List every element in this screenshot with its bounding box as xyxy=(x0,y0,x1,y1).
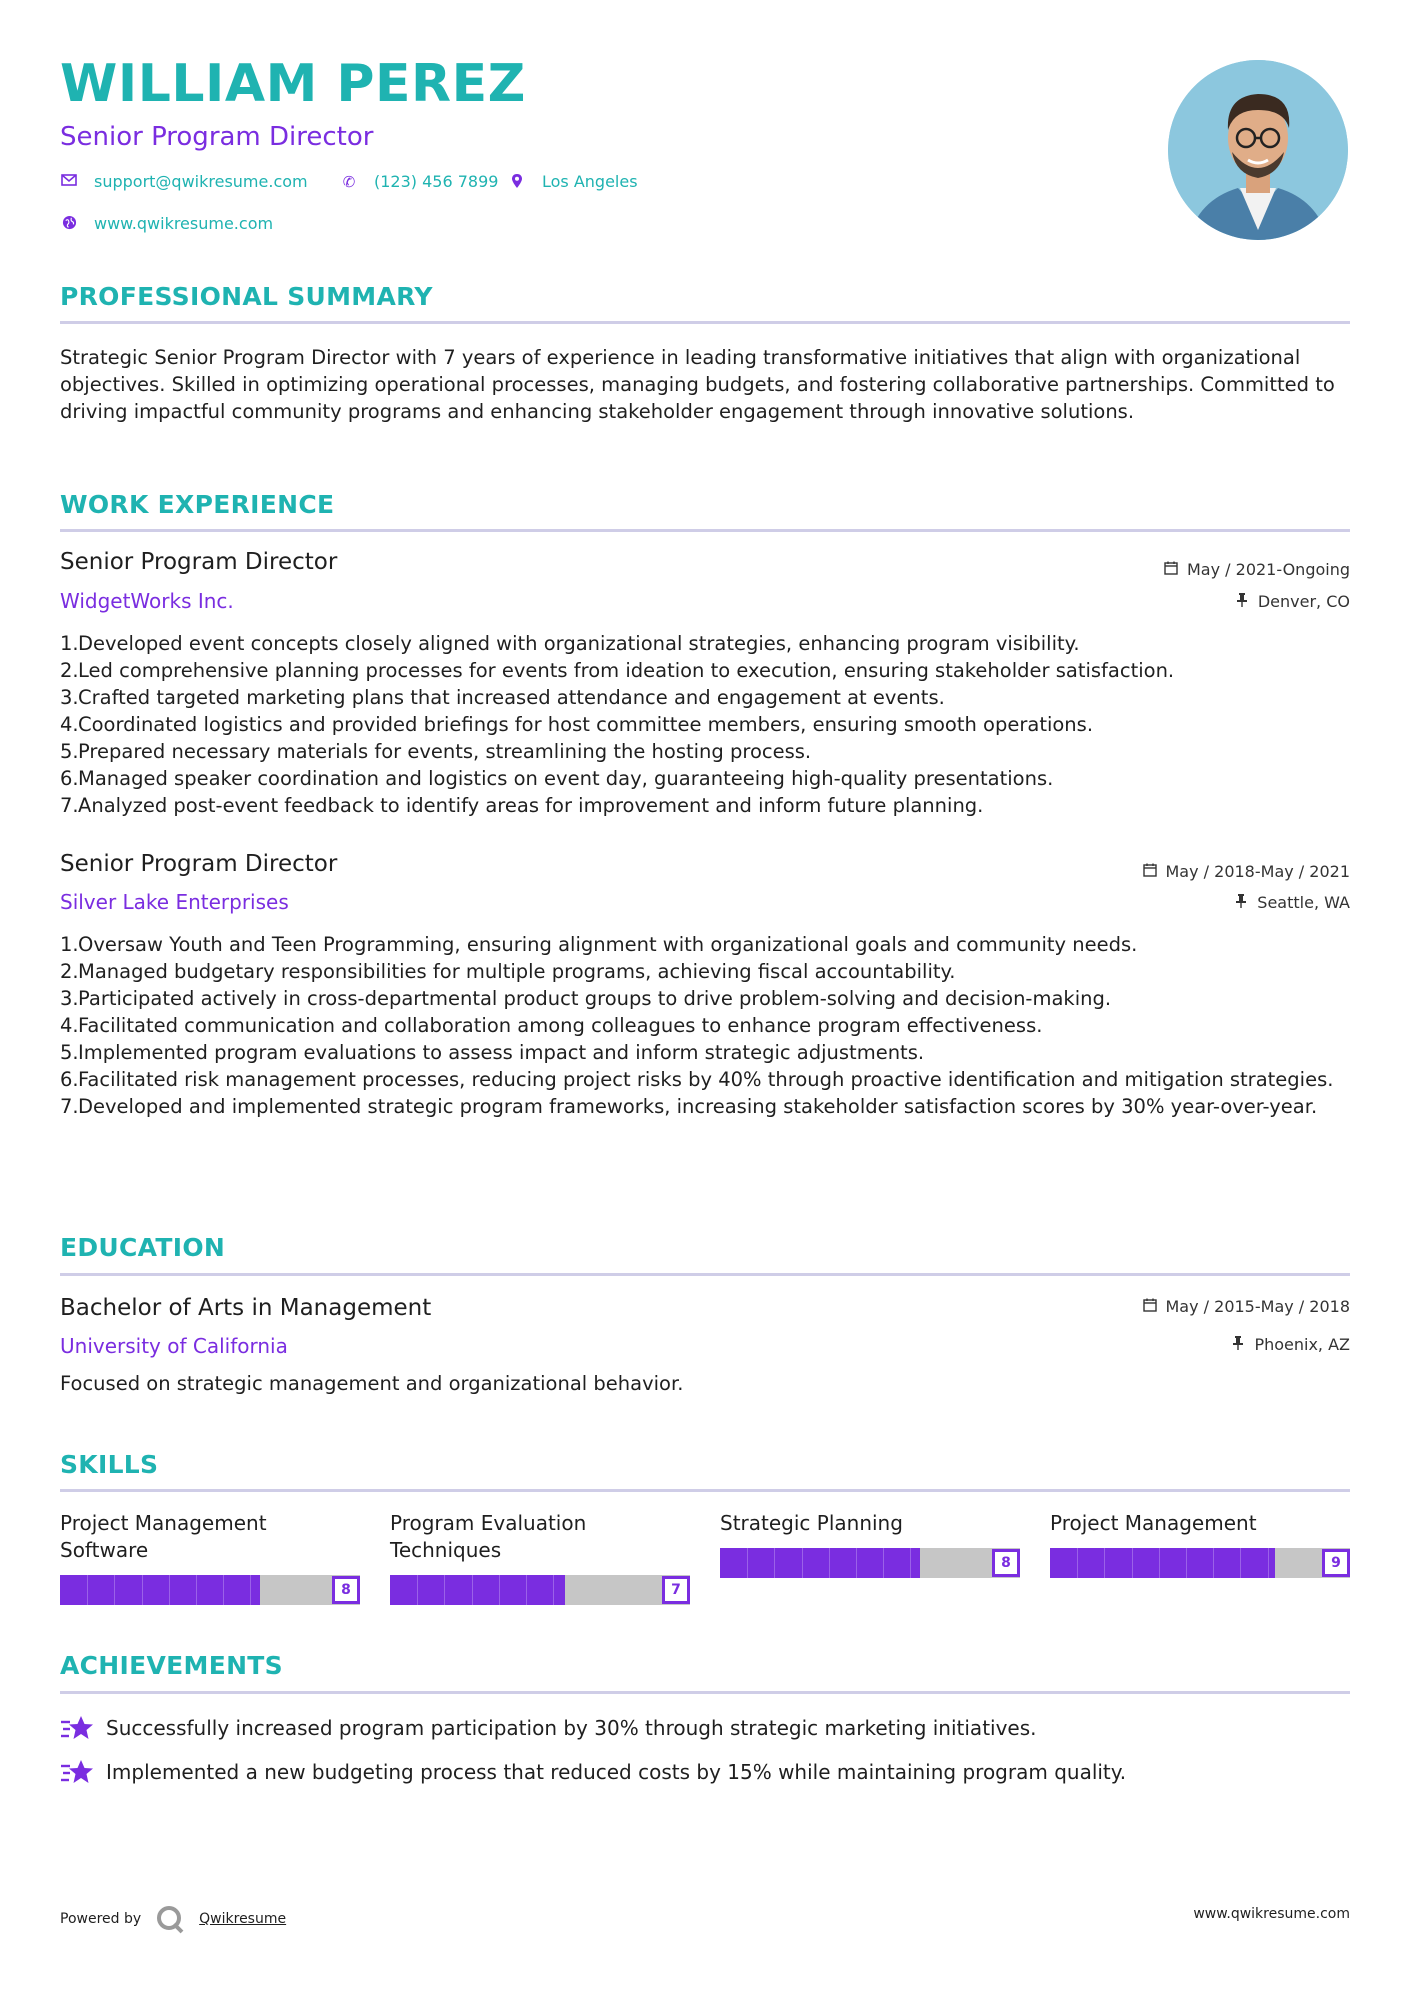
skill-score: 7 xyxy=(662,1576,690,1604)
skill-bar-segment xyxy=(114,1575,115,1605)
experience-divider xyxy=(60,529,1350,532)
skill-item xyxy=(390,1510,690,1598)
calendar-icon xyxy=(1142,1298,1158,1316)
school-name: University of California xyxy=(60,1334,288,1358)
skill-score: 8 xyxy=(332,1576,360,1604)
education-heading: EDUCATION xyxy=(60,1233,226,1262)
skill-bar-segment xyxy=(774,1548,775,1578)
achievement-text: Successfully increased program participation by 30% through strategic marketing initiatives. xyxy=(106,1716,1037,1740)
list-item: 4. Facilitated communication and collaboration among colleagues to enhance program effectiveness. xyxy=(60,1014,1043,1037)
contact-location xyxy=(508,172,638,191)
brand-link[interactable]: Qwikresume xyxy=(199,1911,287,1927)
skill-bar-segment xyxy=(910,1548,911,1578)
job-date-text: May / 2018-May / 2021 xyxy=(1165,862,1350,881)
globe-icon xyxy=(60,215,78,233)
summary-text: Strategic Senior Program Director with 7 years of experience in leading transformative initiatives that align with organizational objectives. Skilled in optimizing operational processes, managing budgets, and fostering collaborative partnerships. Committed to driving impactful community programs and enhancing stakeholder engagement through innovative solutions. xyxy=(60,346,1335,423)
pushpin-icon xyxy=(1233,894,1249,912)
skill-bar xyxy=(1050,1548,1350,1578)
candidate-role: Senior Program Director xyxy=(60,122,374,152)
skill-bar xyxy=(390,1575,690,1605)
map-pin-icon xyxy=(508,173,526,191)
list-item: 5. Implemented program evaluations to assess impact and inform strategic adjustments. xyxy=(60,1041,925,1064)
achievement-item xyxy=(60,1758,1126,1786)
list-item: 1. Developed event concepts closely aligned with organizational strategies, enhancing program visibility. xyxy=(60,632,1080,655)
skill-bar-segment xyxy=(87,1575,88,1605)
skills-heading: SKILLS xyxy=(60,1450,159,1479)
powered-by-label: Powered by xyxy=(60,1911,142,1927)
job-date xyxy=(1142,862,1351,881)
list-item: 5. Prepared necessary materials for events, streamlining the hosting process. xyxy=(60,740,812,763)
skill-name: Project Management Software xyxy=(60,1511,267,1562)
calendar-icon xyxy=(1142,863,1158,881)
education-location xyxy=(1230,1335,1350,1354)
list-item: 4. Coordinated logistics and provided briefings for host committee members, ensuring smooth operations. xyxy=(60,713,1094,736)
summary-divider xyxy=(60,321,1350,324)
list-item: 6. Facilitated risk management processes, reducing project risks by 40% through proactive identification and mitigation strategies. xyxy=(60,1068,1334,1091)
footer-url[interactable]: www.qwikresume.com xyxy=(1193,1906,1350,1922)
education-description: Focused on strategic management and organizational behavior. xyxy=(60,1372,684,1395)
skill-bar-fill xyxy=(1050,1548,1275,1578)
job-location xyxy=(1234,592,1350,611)
job-location-text: Seattle, WA xyxy=(1257,893,1350,912)
job-date-text: May / 2021-Ongoing xyxy=(1187,560,1350,579)
list-item: 7. Analyzed post-event feedback to identify areas for improvement and inform future planning. xyxy=(60,794,984,817)
company-name: Silver Lake Enterprises xyxy=(60,890,289,914)
achievements-divider xyxy=(60,1691,1350,1694)
profile-photo xyxy=(1168,60,1348,240)
calendar-icon xyxy=(1163,561,1179,579)
skill-bar-segment xyxy=(142,1575,143,1605)
education-divider xyxy=(60,1273,1350,1276)
degree-title: Bachelor of Arts in Management xyxy=(60,1295,432,1321)
skill-name: Strategic Planning xyxy=(720,1511,903,1535)
pushpin-icon xyxy=(1234,593,1250,611)
education-date-text: May / 2015-May / 2018 xyxy=(1165,1297,1350,1316)
skill-name: Program Evaluation Techniques xyxy=(390,1511,587,1562)
skill-bar-segment xyxy=(1159,1548,1160,1578)
website-text: www.qwikresume.com xyxy=(94,214,274,233)
skill-bar xyxy=(60,1575,360,1605)
skill-bar-segment xyxy=(1132,1548,1133,1578)
summary-heading: PROFESSIONAL SUMMARY xyxy=(60,282,433,311)
skill-score: 9 xyxy=(1322,1549,1350,1577)
skill-bar-segment xyxy=(1240,1548,1241,1578)
job-bullets xyxy=(60,931,1350,1120)
skill-name: Project Management xyxy=(1050,1511,1257,1535)
skill-bar-segment xyxy=(829,1548,830,1578)
skill-bar-segment xyxy=(883,1548,884,1578)
education-location-text: Phoenix, AZ xyxy=(1254,1335,1350,1354)
skill-bar-segment xyxy=(196,1575,197,1605)
skill-item xyxy=(1050,1510,1350,1571)
list-item: 6. Managed speaker coordination and logistics on event day, guaranteeing high-quality presentations. xyxy=(60,767,1054,790)
contact-website[interactable] xyxy=(60,214,273,233)
job-title: Senior Program Director xyxy=(60,851,338,877)
skill-bar xyxy=(720,1548,1020,1578)
phone-icon: ✆ xyxy=(342,172,356,191)
contact-email[interactable] xyxy=(60,172,308,191)
skills-divider xyxy=(60,1489,1350,1492)
list-item: 3. Crafted targeted marketing plans that increased attendance and engagement at events. xyxy=(60,686,945,709)
job-date xyxy=(1163,560,1350,579)
achievement-text: Implemented a new budgeting process that reduced costs by 15% while maintaining program quality. xyxy=(106,1760,1127,1784)
resume-page xyxy=(60,0,1350,1990)
skill-bar-segment xyxy=(223,1575,224,1605)
skill-item xyxy=(60,1510,360,1598)
skill-bar-segment xyxy=(526,1575,527,1605)
skill-bar-segment xyxy=(553,1575,554,1605)
list-item: 3. Participated actively in cross-departmental product groups to drive problem-solving and decision-making. xyxy=(60,987,1112,1010)
skill-bar-segment xyxy=(856,1548,857,1578)
experience-heading: WORK EXPERIENCE xyxy=(60,490,335,519)
email-text: support@qwikresume.com xyxy=(94,172,308,191)
phone-text: (123) 456 7899 xyxy=(374,172,499,191)
skill-bar-segment xyxy=(499,1575,500,1605)
skill-bar-segment xyxy=(1104,1548,1105,1578)
job-location-text: Denver, CO xyxy=(1257,592,1350,611)
achievements-heading: ACHIEVEMENTS xyxy=(60,1651,283,1680)
footer-powered-by xyxy=(60,1904,286,1934)
skill-bar-fill xyxy=(60,1575,260,1605)
job-title: Senior Program Director xyxy=(60,549,338,575)
skill-bar-segment xyxy=(250,1575,251,1605)
location-text: Los Angeles xyxy=(542,172,638,191)
education-date xyxy=(1142,1297,1351,1316)
list-item: 7. Developed and implemented strategic program frameworks, increasing stakeholder satisfaction scores by 30% year-over-year. xyxy=(60,1095,1318,1118)
job-location xyxy=(1233,893,1350,912)
shooting-star-icon xyxy=(60,1714,94,1742)
list-item: 1. Oversaw Youth and Teen Programming, ensuring alignment with organizational goals and community needs. xyxy=(60,933,1138,956)
skill-bar-segment xyxy=(1186,1548,1187,1578)
skill-bar-segment xyxy=(417,1575,418,1605)
qwikresume-logo-icon xyxy=(155,1904,185,1934)
skill-bar-segment xyxy=(444,1575,445,1605)
skill-bar-segment xyxy=(802,1548,803,1578)
skill-bar-segment xyxy=(1213,1548,1214,1578)
skill-bar-segment xyxy=(1268,1548,1269,1578)
list-item: 2. Led comprehensive planning processes for events from ideation to execution, ensuring stakeholder satisfaction. xyxy=(60,659,1175,682)
skill-bar-segment xyxy=(747,1548,748,1578)
company-name: WidgetWorks Inc. xyxy=(60,589,234,613)
skill-item xyxy=(720,1510,1020,1571)
list-item: 2. Managed budgetary responsibilities for multiple programs, achieving fiscal accountability. xyxy=(60,960,956,983)
envelope-icon xyxy=(60,173,78,191)
skill-score: 8 xyxy=(992,1549,1020,1577)
pushpin-icon xyxy=(1230,1336,1246,1354)
skill-bar-segment xyxy=(472,1575,473,1605)
job-bullets xyxy=(60,630,1350,819)
achievement-item xyxy=(60,1714,1037,1742)
contact-phone[interactable] xyxy=(340,172,498,191)
shooting-star-icon xyxy=(60,1758,94,1786)
skill-bar-segment xyxy=(169,1575,170,1605)
skill-bar-fill xyxy=(720,1548,920,1578)
candidate-name: WILLIAM PEREZ xyxy=(60,54,526,114)
skill-bar-segment xyxy=(1077,1548,1078,1578)
